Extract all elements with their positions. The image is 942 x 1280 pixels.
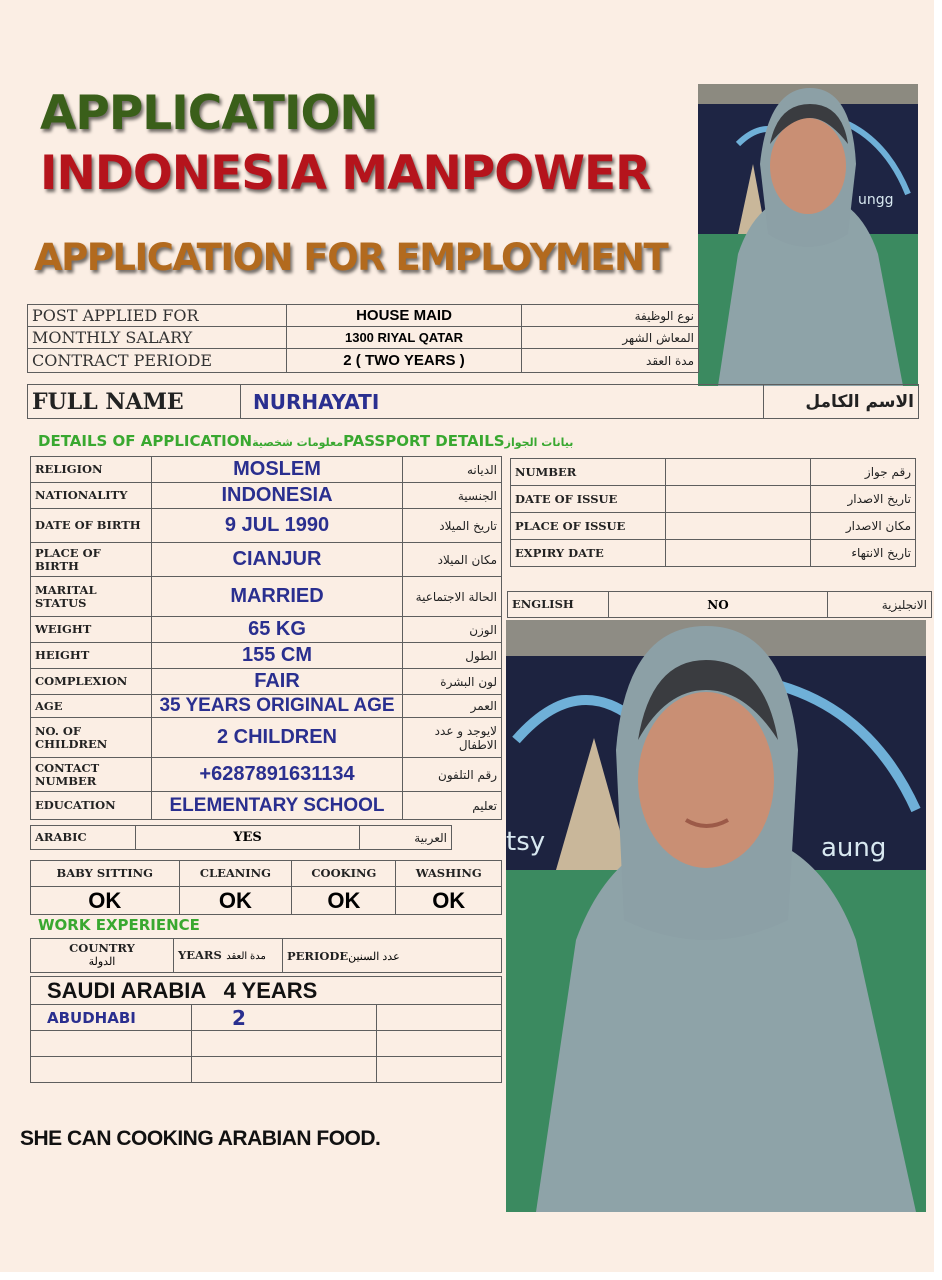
passport-value: [666, 459, 811, 486]
details-label: WEIGHT: [31, 617, 152, 643]
skill-value: OK: [31, 887, 180, 915]
details-row: [31, 718, 502, 758]
details-row: [31, 617, 502, 643]
details-row: [31, 758, 502, 792]
details-label: EDUCATION: [31, 792, 152, 820]
details-value: +6287891631134: [152, 758, 403, 792]
details-value: ELEMENTARY SCHOOL: [152, 792, 403, 820]
svg-text:aung: aung: [821, 833, 887, 863]
work-periode: [377, 1005, 502, 1031]
applicant-photo-small-art: [698, 84, 918, 386]
skill-header: CLEANING: [179, 861, 292, 887]
passport-row: [511, 459, 916, 486]
details-value: MOSLEM: [152, 457, 403, 483]
details-label: MARITAL STATUS: [31, 577, 152, 617]
details-value: 2 CHILDREN: [152, 718, 403, 758]
details-value: 65 KG: [152, 617, 403, 643]
work-col-country-label: COUNTRY: [69, 941, 135, 955]
skills-value-row: [31, 887, 502, 915]
contract-label-ar: المعاش الشهر: [522, 327, 699, 349]
details-label-ar: الحالة الاجتماعية: [403, 577, 502, 617]
details-row: [31, 543, 502, 577]
work-country: SAUDI ARABIA: [47, 977, 206, 1003]
section-details: DETAILS OF APPLICATION: [38, 432, 253, 450]
skills-header-row: [31, 861, 502, 887]
contract-row: [28, 327, 699, 349]
details-label: AGE: [31, 695, 152, 718]
details-value: MARRIED: [152, 577, 403, 617]
details-row: [31, 695, 502, 718]
work-years: 4 YEARS: [223, 977, 318, 1003]
work-col-country-ar: الدولة: [88, 956, 116, 968]
work-years: 2: [192, 1005, 377, 1031]
details-row: [31, 577, 502, 617]
details-table: [30, 456, 502, 820]
arabic-language-table: [30, 825, 452, 850]
work-row-country-years: [31, 977, 502, 1005]
work-row: [31, 1005, 502, 1031]
full-name-value: NURHAYATI: [241, 385, 764, 419]
details-label: HEIGHT: [31, 643, 152, 669]
passport-label-ar: مكان الاصدار: [811, 513, 916, 540]
passport-value: [666, 513, 811, 540]
passport-label: EXPIRY DATE: [511, 540, 666, 567]
details-label-ar: لايوجد و عدد الاطفال: [403, 718, 502, 758]
details-value: 35 YEARS ORIGINAL AGE: [152, 695, 403, 718]
work-col-years-ar: مدة العقد: [226, 950, 266, 962]
details-label: DATE OF BIRTH: [31, 509, 152, 543]
skill-value: OK: [292, 887, 396, 915]
contract-row: [28, 305, 699, 327]
title-indonesia-manpower: INDONESIA MANPOWER: [40, 146, 651, 201]
contract-value: 2 ( TWO YEARS ): [287, 349, 522, 373]
details-value: INDONESIA: [152, 483, 403, 509]
passport-label: PLACE OF ISSUE: [511, 513, 666, 540]
details-label: RELIGION: [31, 457, 152, 483]
skill-header: WASHING: [396, 861, 502, 887]
english-label-ar: الانجليزية: [828, 592, 932, 618]
details-label-ar: الديانه: [403, 457, 502, 483]
details-label-ar: الوزن: [403, 617, 502, 643]
work-col-periode-ar: عدد السنين: [348, 950, 400, 963]
skill-value: OK: [396, 887, 502, 915]
details-label-ar: الطول: [403, 643, 502, 669]
contract-label-ar: مدة العقد: [522, 349, 699, 373]
arabic-label-ar: العربية: [360, 826, 452, 850]
details-value: 155 CM: [152, 643, 403, 669]
skill-header: BABY SITTING: [31, 861, 180, 887]
work-header-table: [30, 938, 502, 973]
work-col-periode: [283, 939, 502, 973]
english-language-table: [507, 591, 932, 618]
details-row: [31, 509, 502, 543]
work-col-country: [31, 939, 174, 973]
work-col-periode-label: PERIODE: [287, 948, 349, 963]
details-label: COMPLEXION: [31, 669, 152, 695]
details-row: [31, 483, 502, 509]
section-work-experience: WORK EXPERIENCE: [38, 916, 200, 934]
passport-label-ar: تاريخ الاصدار: [811, 486, 916, 513]
full-name-table: [27, 384, 919, 419]
contract-value: 1300 RIYAL QATAR: [287, 327, 522, 349]
details-label-ar: لون البشرة: [403, 669, 502, 695]
details-label: PLACE OF BIRTH: [31, 543, 152, 577]
contract-label-ar: نوع الوظيفة: [522, 305, 699, 327]
work-row-empty: [31, 1031, 502, 1057]
passport-label: NUMBER: [511, 459, 666, 486]
details-row: [31, 792, 502, 820]
full-name-row: [28, 385, 919, 419]
arabic-label: ARABIC: [31, 826, 136, 850]
section-passport: PASSPORT DETAILS: [343, 432, 505, 450]
full-name-label: FULL NAME: [28, 385, 241, 419]
note-text: SHE CAN COOKING ARABIAN FOOD.: [20, 1127, 381, 1150]
details-label-ar: مكان الميلاد: [403, 543, 502, 577]
section-header-line: [38, 432, 573, 451]
svg-text:ungg: ungg: [858, 192, 894, 208]
work-header-row: [31, 939, 502, 973]
details-label: CONTACT NUMBER: [31, 758, 152, 792]
english-value: NO: [609, 592, 828, 618]
details-row: [31, 669, 502, 695]
arabic-language-row: [31, 826, 452, 850]
details-label-ar: الجنسية: [403, 483, 502, 509]
passport-table: [510, 458, 916, 567]
arabic-value: YES: [136, 826, 360, 850]
contract-label: CONTRACT PERIODE: [28, 349, 287, 373]
details-label: NO. OF CHILDREN: [31, 718, 152, 758]
passport-row: [511, 486, 916, 513]
work-col-years: [174, 939, 283, 973]
contract-label: MONTHLY SALARY: [28, 327, 287, 349]
details-value: 9 JUL 1990: [152, 509, 403, 543]
skill-header: COOKING: [292, 861, 396, 887]
work-row-empty: [31, 1057, 502, 1083]
work-row: [31, 977, 502, 1005]
contract-table: [27, 304, 699, 373]
details-row: [31, 643, 502, 669]
svg-text:tsy: tsy: [506, 827, 546, 857]
passport-label-ar: رقم جواز: [811, 459, 916, 486]
details-label-ar: تعليم: [403, 792, 502, 820]
work-country: ABUDHABI: [31, 1005, 192, 1031]
english-language-row: [508, 592, 932, 618]
details-label: NATIONALITY: [31, 483, 152, 509]
applicant-photo-large-art: [506, 620, 926, 1212]
work-rows-table: [30, 976, 502, 1083]
section-details-ar: معلومات شخصية: [252, 436, 344, 449]
english-label: ENGLISH: [508, 592, 609, 618]
passport-value: [666, 540, 811, 567]
section-passport-ar: بيانات الجواز: [504, 436, 574, 449]
passport-label: DATE OF ISSUE: [511, 486, 666, 513]
applicant-photo-large: [506, 620, 926, 1212]
title-application-for-employment: APPLICATION FOR EMPLOYMENT: [34, 236, 668, 279]
details-label-ar: تاريخ الميلاد: [403, 509, 502, 543]
details-label-ar: العمر: [403, 695, 502, 718]
applicant-photo-small: [698, 84, 918, 386]
title-application: APPLICATION: [40, 86, 378, 141]
details-value: CIANJUR: [152, 543, 403, 577]
contract-label: POST APPLIED FOR: [28, 305, 287, 327]
details-row: [31, 457, 502, 483]
passport-label-ar: تاريخ الانتهاء: [811, 540, 916, 567]
skills-table: [30, 860, 502, 915]
skill-value: OK: [179, 887, 292, 915]
passport-row: [511, 513, 916, 540]
full-name-label-ar: الاسم الكامل: [764, 385, 919, 419]
details-label-ar: رقم التلفون: [403, 758, 502, 792]
work-col-years-label: YEARS: [178, 947, 222, 962]
passport-value: [666, 486, 811, 513]
contract-value: HOUSE MAID: [287, 305, 522, 327]
contract-row: [28, 349, 699, 373]
passport-row: [511, 540, 916, 567]
details-value: FAIR: [152, 669, 403, 695]
